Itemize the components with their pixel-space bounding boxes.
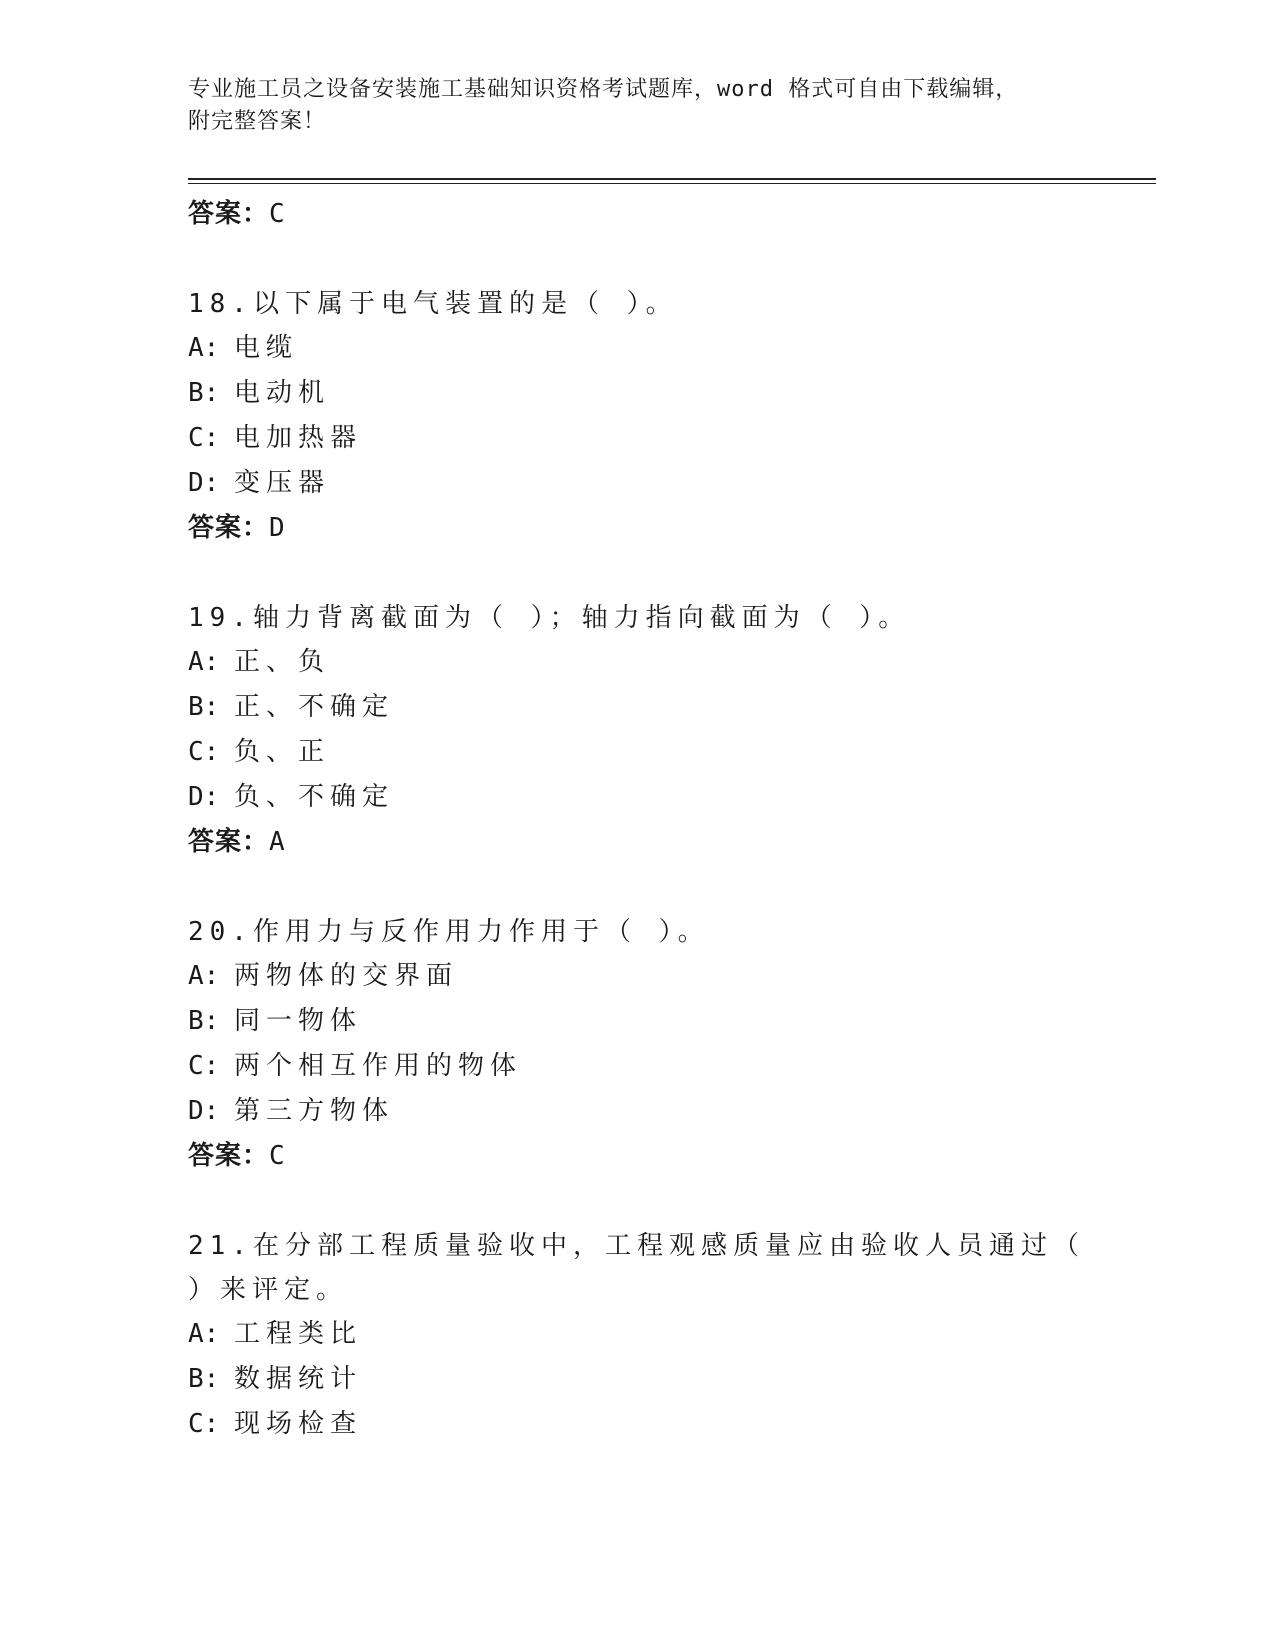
option-a — [188, 1312, 1088, 1357]
answer-value: D — [269, 513, 286, 543]
option-letter: A: — [188, 961, 220, 991]
option-text: 工程类比 — [234, 1319, 363, 1349]
option-b — [188, 685, 1088, 730]
option-letter: D: — [188, 782, 220, 812]
option-letter: D: — [188, 468, 220, 498]
option-d — [188, 775, 1088, 820]
question-21 — [188, 1224, 1088, 1447]
answer-line — [188, 820, 1088, 864]
option-letter: A: — [188, 1319, 220, 1349]
option-text: 同一物体 — [234, 1006, 363, 1036]
option-b — [188, 371, 1088, 416]
option-letter: B: — [188, 1364, 220, 1394]
answer-label: 答案： — [188, 1141, 270, 1171]
option-text: 正、负 — [234, 647, 331, 677]
option-a — [188, 954, 1088, 999]
question-text: 19.轴力背离截面为（ ）；轴力指向截面为（ ）。 — [188, 603, 911, 633]
question-text: 18.以下属于电气装置的是（ ）。 — [188, 289, 678, 319]
answer-label: 答案： — [188, 513, 270, 543]
option-text: 第三方物体 — [234, 1096, 395, 1126]
header-divider-thin — [188, 183, 1156, 184]
option-c — [188, 730, 1088, 775]
document-header — [188, 74, 1088, 138]
option-text: 变压器 — [234, 468, 331, 498]
question-text: 21.在分部工程质量验收中，工程观感质量应由验收人员通过（ ）来评定。 — [188, 1231, 1085, 1305]
answer-label: 答案： — [188, 827, 270, 857]
option-b — [188, 1357, 1088, 1402]
header-divider-thick — [188, 178, 1156, 180]
option-letter: B: — [188, 692, 220, 722]
answer-value: A — [269, 827, 286, 857]
option-text: 电动机 — [234, 378, 331, 408]
header-line-2: 附完整答案！ — [188, 109, 327, 134]
option-text: 负、不确定 — [234, 782, 395, 812]
question-text: 20.作用力与反作用力作用于（ ）。 — [188, 917, 710, 947]
option-letter: A: — [188, 333, 220, 363]
answer-value: C — [269, 1141, 286, 1171]
option-letter: C: — [188, 1409, 220, 1439]
option-letter: C: — [188, 1051, 220, 1081]
option-letter: B: — [188, 378, 220, 408]
header-line-1: 专业施工员之设备安装施工基础知识资格考试题库，word 格式可自由下载编辑， — [188, 77, 1019, 102]
question-19 — [188, 596, 1088, 864]
option-letter: C: — [188, 423, 220, 453]
question-18 — [188, 282, 1088, 550]
option-b — [188, 999, 1088, 1044]
option-text: 现场检查 — [234, 1409, 363, 1439]
option-d — [188, 461, 1088, 506]
option-d — [188, 1089, 1088, 1134]
option-text: 电缆 — [234, 333, 299, 363]
option-a — [188, 640, 1088, 685]
option-letter: C: — [188, 737, 220, 767]
option-text: 两物体的交界面 — [234, 961, 459, 991]
question-list — [188, 192, 1088, 1447]
option-letter: A: — [188, 647, 220, 677]
option-a — [188, 326, 1088, 371]
option-text: 两个相互作用的物体 — [234, 1051, 523, 1081]
answer-line — [188, 506, 1088, 550]
answer-label: 答案： — [188, 199, 270, 229]
answer-line — [188, 1134, 1088, 1178]
answer-line — [188, 192, 1088, 236]
option-text: 负、正 — [234, 737, 331, 767]
option-c — [188, 1044, 1088, 1089]
option-c — [188, 416, 1088, 461]
option-text: 数据统计 — [234, 1364, 363, 1394]
option-text: 正、不确定 — [234, 692, 395, 722]
option-c — [188, 1402, 1088, 1447]
answer-value: C — [269, 199, 286, 229]
option-text: 电加热器 — [234, 423, 363, 453]
option-letter: B: — [188, 1006, 220, 1036]
option-letter: D: — [188, 1096, 220, 1126]
question-20 — [188, 910, 1088, 1178]
